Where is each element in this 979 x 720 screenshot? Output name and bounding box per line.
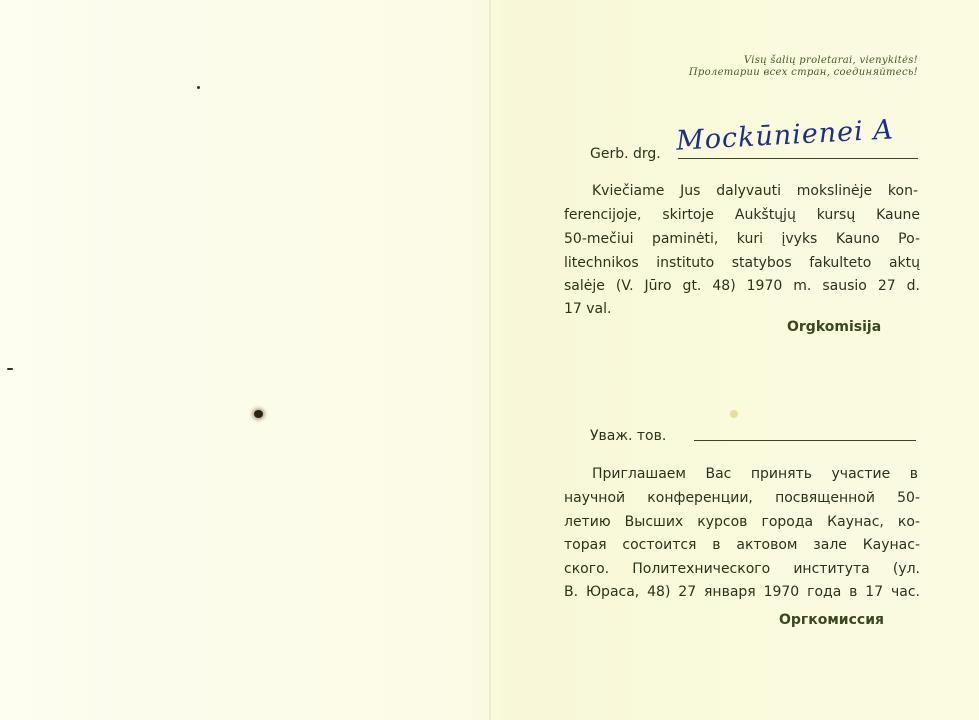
body-line-lt-2: ferencijoje, skirtoje Aukštųjų kursų Kaune [564, 207, 920, 223]
body-line-ru-6: В. Юраса, 48) 27 января 1970 года в 17 час. [564, 584, 920, 600]
ink-speck [197, 86, 200, 89]
body-line-ru-3: летию Высших курсов города Каунас, ко- [564, 514, 920, 530]
salutation-lithuanian: Gerb. drg. [590, 146, 661, 162]
body-line-ru-4: торая состоится в актовом зале Каунас- [564, 537, 920, 553]
slogan-russian: Пролетарии всех стран, соединяйтесь! [688, 67, 918, 78]
body-line-lt-3: 50-mečiui paminėti, kuri įvyks Kauno Po- [564, 231, 920, 247]
hole-stain [254, 410, 263, 418]
addressee-handwritten: Mockūnienei A [675, 114, 895, 157]
body-line-lt-5: salėje (V. Jūro gt. 48) 1970 m. sausio 27 d. [564, 278, 920, 294]
slogan-lithuanian: Visų šalių proletarai, vienykitės! [743, 55, 918, 66]
ink-speck [7, 368, 13, 370]
signature-russian: Оргкомиссия [779, 612, 885, 628]
salutation-russian: Уваж. тов. [590, 428, 667, 444]
page-fold [489, 0, 491, 720]
body-line-ru-5: ского. Политехнического института (ул. [564, 561, 920, 577]
addressee-line-russian [694, 440, 916, 441]
paper-stain [730, 410, 738, 418]
body-line-lt-6: 17 val. [564, 301, 612, 317]
body-line-lt-4: litechnikos instituto statybos fakulteto aktų [564, 255, 920, 271]
body-line-ru-2: научной конференции, посвященной 50- [564, 490, 920, 506]
body-line-ru-1: Приглашаем Вас принять участие в [592, 466, 918, 482]
body-line-lt-1: Kviečiame Jus dalyvauti mokslinėje kon- [592, 183, 918, 199]
signature-lithuanian: Orgkomisija [787, 319, 882, 335]
addressee-line-lithuanian [678, 158, 918, 159]
